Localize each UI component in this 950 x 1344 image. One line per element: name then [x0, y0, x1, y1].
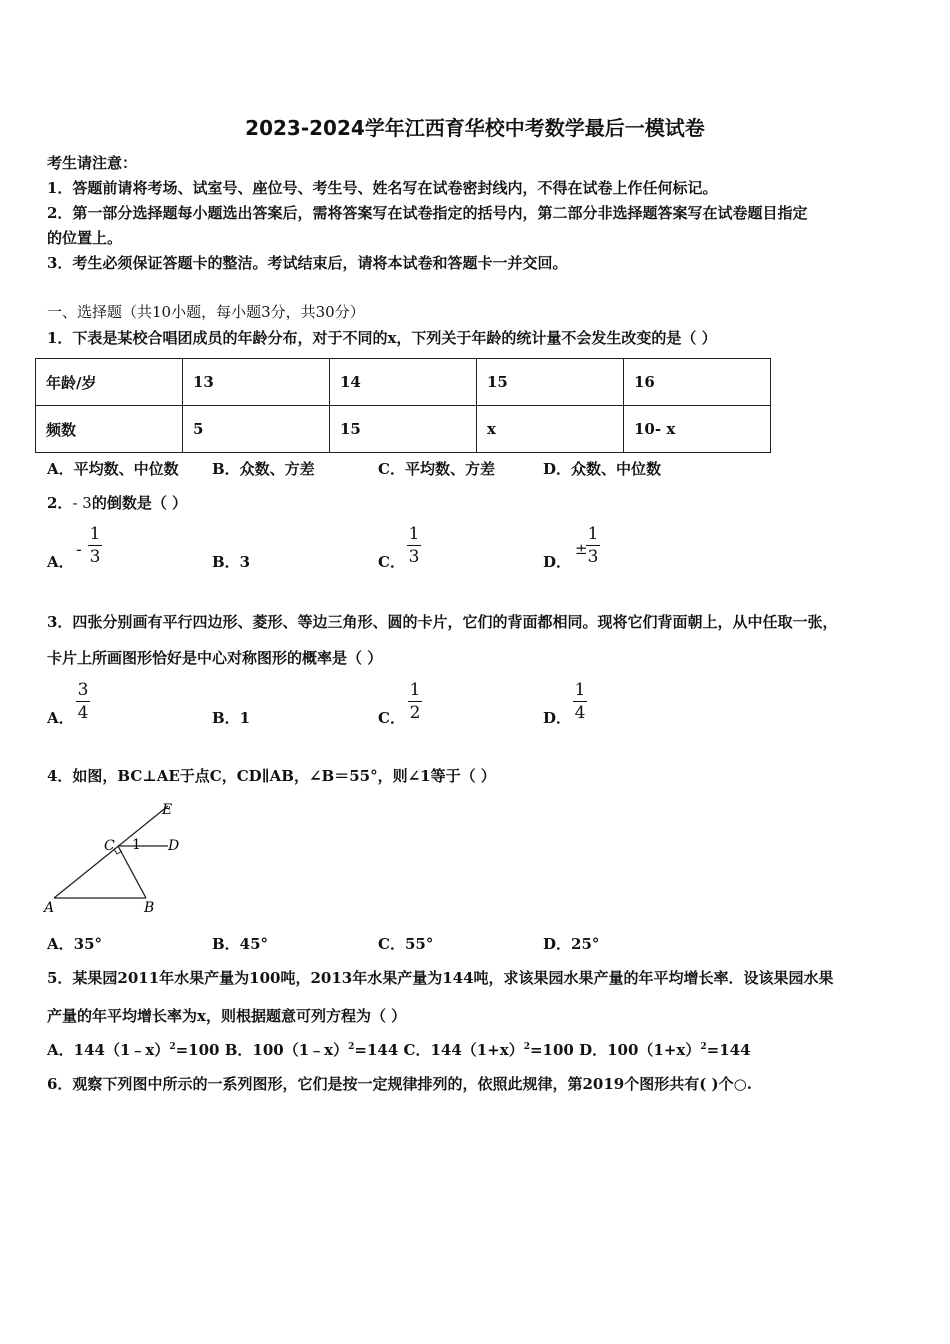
q2-option-a-fraction [88, 524, 102, 567]
fraction-numerator: 1 [409, 680, 421, 700]
fraction-numerator: 3 [77, 680, 89, 700]
question-3-stem-line-1: 3．四张分别画有平行四边形、菱形、等边三角形、圆的卡片，它们的背面都相同。现将它们背面朝上，从中任取一张， [47, 613, 838, 631]
table-cell: x [477, 406, 624, 453]
q2-stem-text: 的倒数是（ ） [91, 494, 188, 512]
fraction-denominator: 3 [89, 547, 101, 567]
q5-option-c-rest: =100 [529, 1041, 574, 1059]
notice-heading: 考生请注意： [47, 154, 138, 172]
fraction-bar [586, 545, 600, 546]
q4-option-c[interactable]: C．55° [378, 935, 434, 953]
q3-option-a-fraction [76, 680, 90, 723]
table-row [36, 359, 771, 406]
label-angle-1: 1 [132, 837, 141, 853]
q5-option-d-base: D．100（1+x） [579, 1041, 701, 1059]
q5-option-b[interactable] [225, 1041, 399, 1059]
question-3-stem-line-2: 卡片上所画图形恰好是中心对称图形的概率是（ ） [47, 649, 383, 667]
notice-item-2: 2．第一部分选择题每小题选出答案后，需将答案写在试卷指定的括号内，第二部分非选择题答案写在试卷题目指定 [47, 204, 808, 222]
q2-option-d-sign: ± [575, 540, 588, 558]
table-cell: 频数 [36, 406, 183, 453]
q5-option-d[interactable] [579, 1041, 750, 1059]
notice-item-3: 3．考生必须保证答题卡的整洁。考试结束后，请将本试卷和答题卡一并交回。 [47, 254, 568, 272]
q1-option-a[interactable]: A．平均数、中位数 [47, 460, 179, 478]
label-b: B [144, 900, 155, 916]
question-2-stem [47, 492, 187, 513]
question-4-stem: 4．如图，BC⊥AE于点C，CD∥AB，∠B＝55°，则∠1等于（ ） [47, 767, 496, 785]
q3-option-a-label[interactable]: A． [47, 709, 74, 727]
q3-option-c-fraction [408, 680, 422, 723]
table-cell: 15 [330, 406, 477, 453]
question-5-stem-line-1: 5．某果园2011年水果产量为100吨，2013年水果产量为144吨，求该果园水果产量的年平均增长率．设该果园水果 [47, 969, 834, 987]
table-cell: 年龄/岁 [36, 359, 183, 406]
line-cb [118, 846, 146, 898]
label-a: A [44, 900, 55, 916]
q2-option-d-fraction [586, 524, 600, 567]
table-cell: 13 [183, 359, 330, 406]
section-heading: 一、选择题（共10小题，每小题3分，共30分） [47, 303, 365, 321]
fraction-numerator: 1 [408, 524, 420, 544]
q4-option-d[interactable]: D．25° [543, 935, 600, 953]
table-cell: 16 [624, 359, 771, 406]
q2-option-a-sign: - [76, 540, 82, 560]
q5-options-row [47, 1039, 751, 1060]
q2-option-d-label[interactable]: D． [543, 553, 572, 571]
table-cell: 14 [330, 359, 477, 406]
fraction-denominator: 3 [587, 547, 599, 567]
q5-option-d-rest: =144 [706, 1041, 751, 1059]
q3-option-b[interactable]: B．1 [212, 709, 251, 727]
question-6-stem: 6．观察下列图中所示的一系列图形，它们是按一定规律排列的，依照此规律，第2019个图形共有( )个○. [47, 1075, 752, 1093]
q2-option-b[interactable]: B．3 [212, 553, 251, 571]
notice-item-1: 1．答题前请将考场、试室号、座位号、考生号、姓名写在试卷密封线内，不得在试卷上作任何标记。 [47, 179, 718, 197]
table-cell: 15 [477, 359, 624, 406]
label-e: E [162, 802, 173, 818]
table-cell: 10- x [624, 406, 771, 453]
fraction-numerator: 1 [89, 524, 101, 544]
table-row [36, 406, 771, 453]
q5-option-c[interactable] [404, 1041, 574, 1059]
q3-option-c-label[interactable]: C． [378, 709, 405, 727]
table-cell: 5 [183, 406, 330, 453]
q5-option-b-exponent: 2 [348, 1042, 355, 1052]
q1-option-b[interactable]: B．众数、方差 [212, 460, 315, 478]
fraction-denominator: 4 [574, 703, 586, 723]
question-5-stem-line-2: 产量的年平均增长率为x，则根据题意可列方程为（ ） [47, 1007, 407, 1025]
fraction-numerator: 1 [574, 680, 586, 700]
q4-option-a[interactable]: A．35° [47, 935, 103, 953]
q5-option-d-exponent: 2 [700, 1042, 707, 1052]
label-d: D [168, 838, 180, 854]
q4-option-b[interactable]: B．45° [212, 935, 269, 953]
notice-item-2-cont: 的位置上。 [47, 229, 123, 247]
q3-option-d-fraction [573, 680, 587, 723]
fraction-denominator: 2 [409, 703, 421, 723]
q2-number: 2． [47, 494, 73, 512]
q2-value: - 3 [72, 494, 92, 512]
q5-option-b-base: B．100（1﹣x） [224, 1041, 349, 1059]
fraction-denominator: 4 [77, 703, 89, 723]
right-angle-mark [114, 849, 122, 854]
geometry-figure [40, 800, 190, 920]
q5-option-b-rest: =144 [354, 1041, 399, 1059]
q5-option-c-base: C．144（1+x） [403, 1041, 524, 1059]
fraction-bar [407, 545, 421, 546]
fraction-denominator: 3 [408, 547, 420, 567]
fraction-bar [76, 701, 90, 702]
age-distribution-table [35, 358, 771, 453]
q1-option-c[interactable]: C．平均数、方差 [378, 460, 495, 478]
label-c: C [104, 838, 115, 854]
q5-option-a-base: A．144（1﹣x） [47, 1041, 170, 1059]
fraction-bar [88, 545, 102, 546]
q5-option-c-exponent: 2 [523, 1042, 530, 1052]
page-title: 2023-2024学年江西育华校中考数学最后一模试卷 [245, 116, 705, 140]
fraction-bar [408, 701, 422, 702]
fraction-bar [573, 701, 587, 702]
q2-option-a-label[interactable]: A． [47, 553, 74, 571]
q2-option-c-label[interactable]: C． [378, 553, 405, 571]
q2-option-c-fraction [407, 524, 421, 567]
q1-option-d[interactable]: D．众数、中位数 [543, 460, 662, 478]
q5-option-a[interactable] [47, 1041, 220, 1059]
question-1-stem: 1．下表是某校合唱团成员的年龄分布，对于不同的x，下列关于年龄的统计量不会发生改变的是（ ） [47, 329, 717, 347]
fraction-numerator: 1 [587, 524, 599, 544]
q3-option-d-label[interactable]: D． [543, 709, 572, 727]
q5-option-a-exponent: 2 [169, 1042, 176, 1052]
q5-option-a-rest: =100 [175, 1041, 220, 1059]
